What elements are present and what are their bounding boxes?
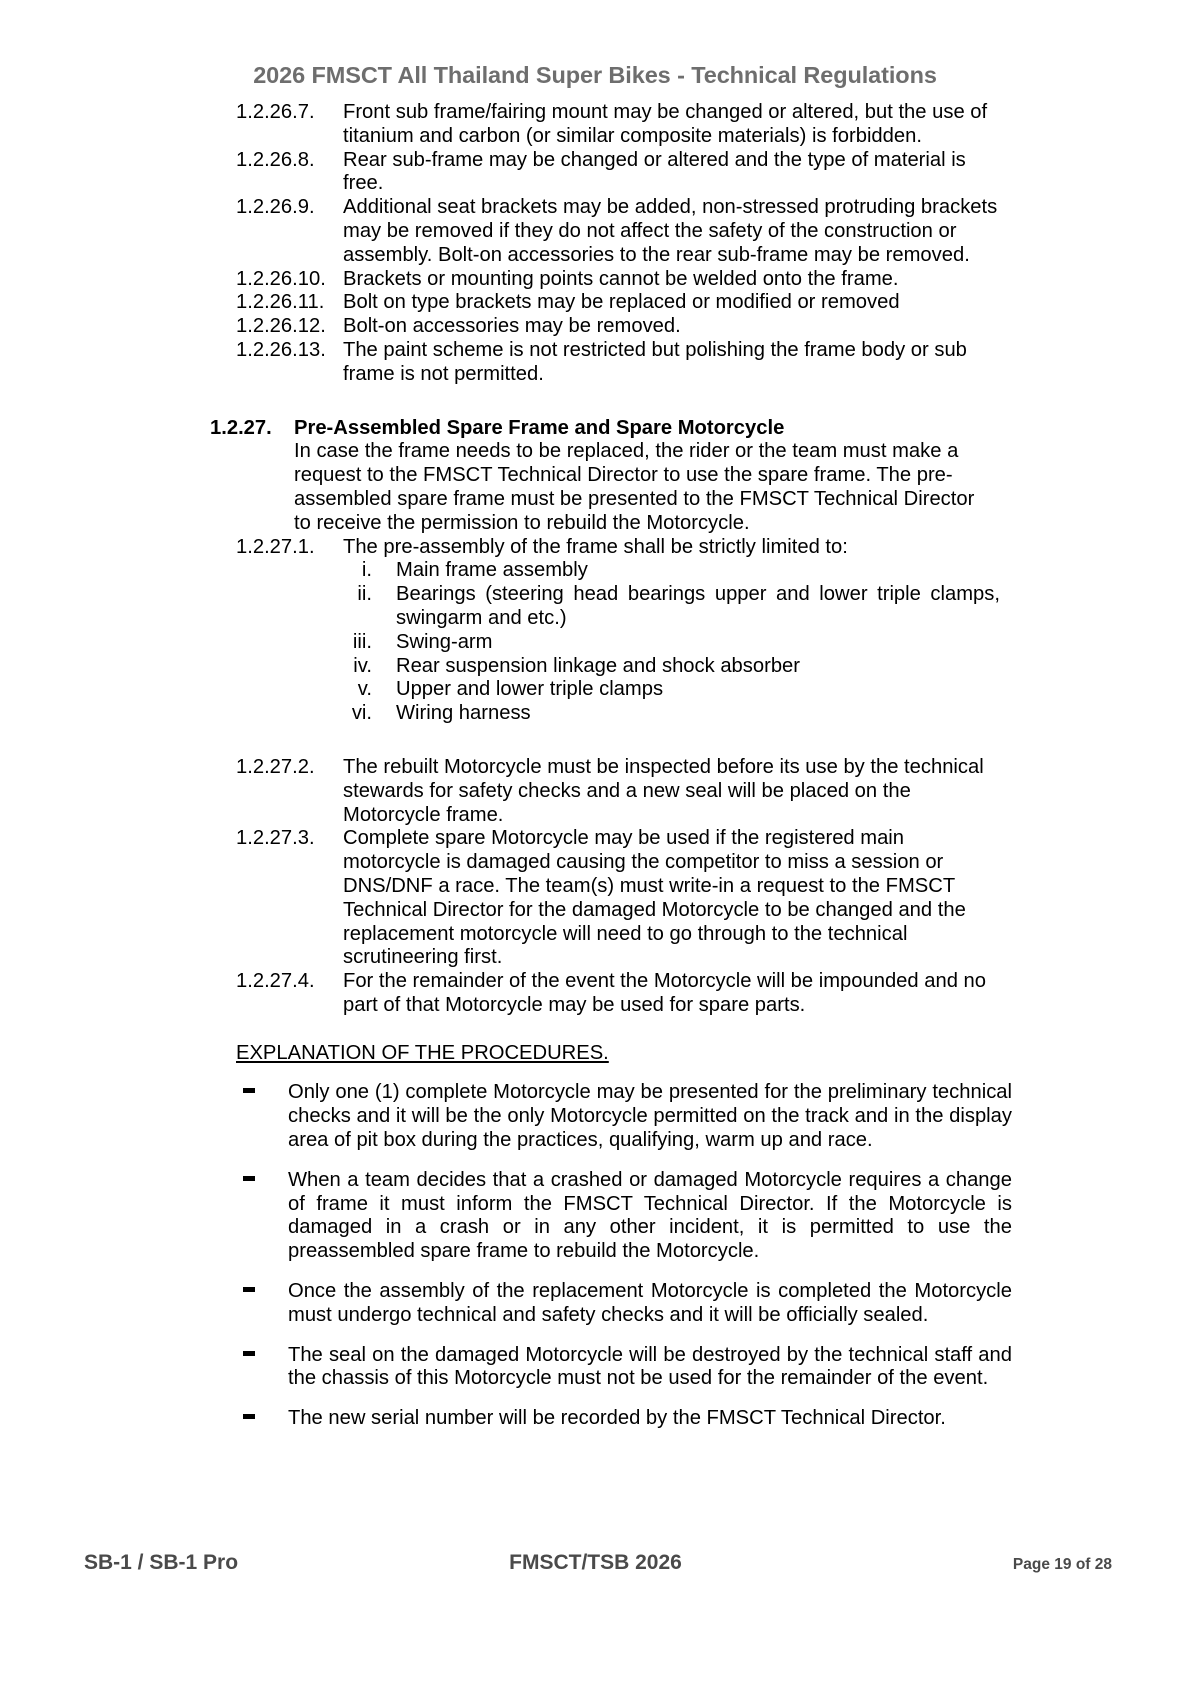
roman-marker: v.: [357, 678, 372, 701]
roman-list: [0, 559, 1190, 726]
clause-number: 1.2.27.3.: [236, 827, 315, 850]
clause-text: For the remainder of the event the Motorcycle will be impounded and no part of that Motorcycle may be used for spare parts.: [343, 970, 986, 1016]
roman-marker: ii.: [357, 583, 372, 606]
clause-list-1226: [0, 101, 1190, 387]
clause-number: 1.2.26.13.: [236, 338, 326, 361]
roman-text: Swing-arm: [396, 630, 493, 653]
clause-item: [236, 101, 1000, 149]
clause-number: 1.2.27.4.: [236, 970, 315, 993]
roman-text: Bearings (steering head bearings upper and lower triple clamps, swingarm and etc.): [396, 583, 1000, 629]
clause-text: Bolt on type brackets may be replaced or modified or removed: [343, 291, 900, 314]
dash-bullet-icon: [236, 1407, 288, 1419]
dash-text: The new serial number will be recorded by the FMSCT Technical Director.: [288, 1407, 946, 1430]
clause-number: 1.2.26.11.: [236, 291, 325, 314]
spacer: [0, 726, 1190, 756]
clause-number: 1.2.26.8.: [236, 148, 315, 171]
dash-text: Once the assembly of the replacement Motorcycle is completed the Motorcycle must undergo technical and safety checks and it will be officially sealed.: [288, 1280, 1012, 1326]
clause-number: 1.2.26.10.: [236, 267, 326, 290]
clause-text: Brackets or mounting points cannot be welded onto the frame.: [343, 267, 899, 290]
roman-text: Wiring harness: [396, 702, 531, 725]
page-title: 2026 FMSCT All Thailand Super Bikes - Technical Regulations: [253, 62, 937, 88]
clause-text: Bolt-on accessories may be removed.: [343, 315, 681, 338]
roman-list-item: [322, 702, 1000, 726]
section-heading: [210, 417, 1190, 441]
clause-text: The pre-assembly of the frame shall be strictly limited to:: [343, 535, 848, 558]
clause-text: Rear sub-frame may be changed or altered and the type of material is free.: [343, 148, 966, 195]
explanation-section: [0, 1042, 1190, 1431]
dash-list-item: [236, 1344, 1012, 1392]
dash-list-item: [236, 1407, 1012, 1431]
clause-item: [236, 291, 1000, 315]
spacer: [0, 89, 1190, 101]
clause-item: [236, 970, 1000, 1018]
explanation-heading: EXPLANATION OF THE PROCEDURES.: [236, 1041, 609, 1064]
roman-list-item: [322, 678, 1000, 702]
clause-text: The paint scheme is not restricted but polishing the frame body or sub frame is not permitted.: [343, 338, 967, 385]
dash-text: The seal on the damaged Motorcycle will be destroyed by the technical staff and the chassis of this Motorcycle must not be used for the remainder of the event.: [288, 1343, 1012, 1390]
roman-list-item: [322, 559, 1000, 583]
clause-number: 1.2.26.12.: [236, 315, 326, 338]
roman-text: Main frame assembly: [396, 559, 588, 582]
clause-item: [236, 149, 1000, 197]
clause-text: Complete spare Motorcycle may be used if the registered main motorcycle is damaged causing the competitor to miss a session or DNS/DNF a race. The team(s) must write-in a request to the FMSCT Technical Director for the damaged Motorcycle to be changed and the replacement motorcycle will need to go through to the technical scrutineering first.: [343, 827, 966, 969]
footer-page-number: Page 19 of 28: [1012, 1556, 1112, 1573]
dash-text: When a team decides that a crashed or damaged Motorcycle requires a change of frame it must inform the FMSCT Technical Director. If the Motorcycle is damaged in a crash or in any other incident, it is permitted to use the preassembled spare frame to rebuild the Motorcycle.: [288, 1168, 1012, 1263]
clause-text: Additional seat brackets may be added, non-stressed protruding brackets may be removed if they do not affect the safety of the construction or assembly. Bolt-on accessories to the rear sub-frame may be removed.: [343, 196, 998, 266]
dash-list-item: [236, 1280, 1012, 1328]
clause-number: 1.2.26.7.: [236, 101, 315, 123]
section-1227: [0, 417, 1190, 1018]
clause-item: [236, 315, 1000, 339]
clause-item: [236, 827, 1000, 970]
roman-text: Rear suspension linkage and shock absorber: [396, 654, 800, 677]
dash-bullet-icon: [236, 1081, 288, 1093]
clause-item: [236, 756, 1000, 827]
clause-text: Front sub frame/fairing mount may be changed or altered, but the use of titanium and carbon (or similar composite materials) is forbidden.: [343, 101, 988, 147]
clause-number: 1.2.27.1.: [236, 535, 315, 558]
clause-number: 1.2.26.9.: [236, 196, 315, 219]
roman-marker: iii.: [352, 630, 372, 653]
clause-item: [236, 196, 1000, 267]
page-footer: [0, 1551, 1190, 1575]
section-title: Pre-Assembled Spare Frame and Spare Motorcycle: [294, 416, 785, 439]
clause-number: 1.2.27.2.: [236, 755, 315, 778]
clause-item: [236, 268, 1000, 292]
roman-text: Upper and lower triple clamps: [396, 678, 664, 701]
roman-marker: vi.: [351, 702, 372, 725]
explanation-list: [0, 1081, 1190, 1431]
clause-text: The rebuilt Motorcycle must be inspected before its use by the technical stewards for safety checks and a new seal will be placed on the Motorcycle frame.: [343, 755, 984, 826]
footer-document-code: FMSCT/TSB 2026: [509, 1551, 682, 1574]
spacer: [0, 387, 1190, 417]
roman-marker: i.: [361, 559, 372, 582]
dash-bullet-icon: [236, 1344, 288, 1356]
roman-marker: iv.: [353, 654, 372, 677]
section-number: 1.2.27.: [210, 416, 272, 439]
clause-item: [236, 536, 1000, 560]
footer-class-label: SB-1 / SB-1 Pro: [84, 1551, 239, 1574]
dash-list-item: [236, 1081, 1012, 1152]
dash-list-item: [236, 1169, 1012, 1264]
clause-item: [236, 339, 1000, 387]
roman-list-item: [322, 583, 1000, 631]
roman-list-item: [322, 655, 1000, 679]
dash-bullet-icon: [236, 1169, 288, 1181]
dash-text: Only one (1) complete Motorcycle may be presented for the preliminary technical checks and it will be the only Motorcycle permitted on the track and in the display area of pit box during the practices, qualifying, warm up and race.: [288, 1081, 1012, 1152]
roman-list-item: [322, 631, 1000, 655]
dash-bullet-icon: [236, 1280, 288, 1292]
section-intro-paragraph: In case the frame needs to be replaced, the rider or the team must make a request to the FMSCT Technical Director to use the spare frame. The pre-assembled spare frame must be presented to the FMSCT Technical Director to receive the permission to rebuild the Motorcycle.: [294, 440, 975, 534]
